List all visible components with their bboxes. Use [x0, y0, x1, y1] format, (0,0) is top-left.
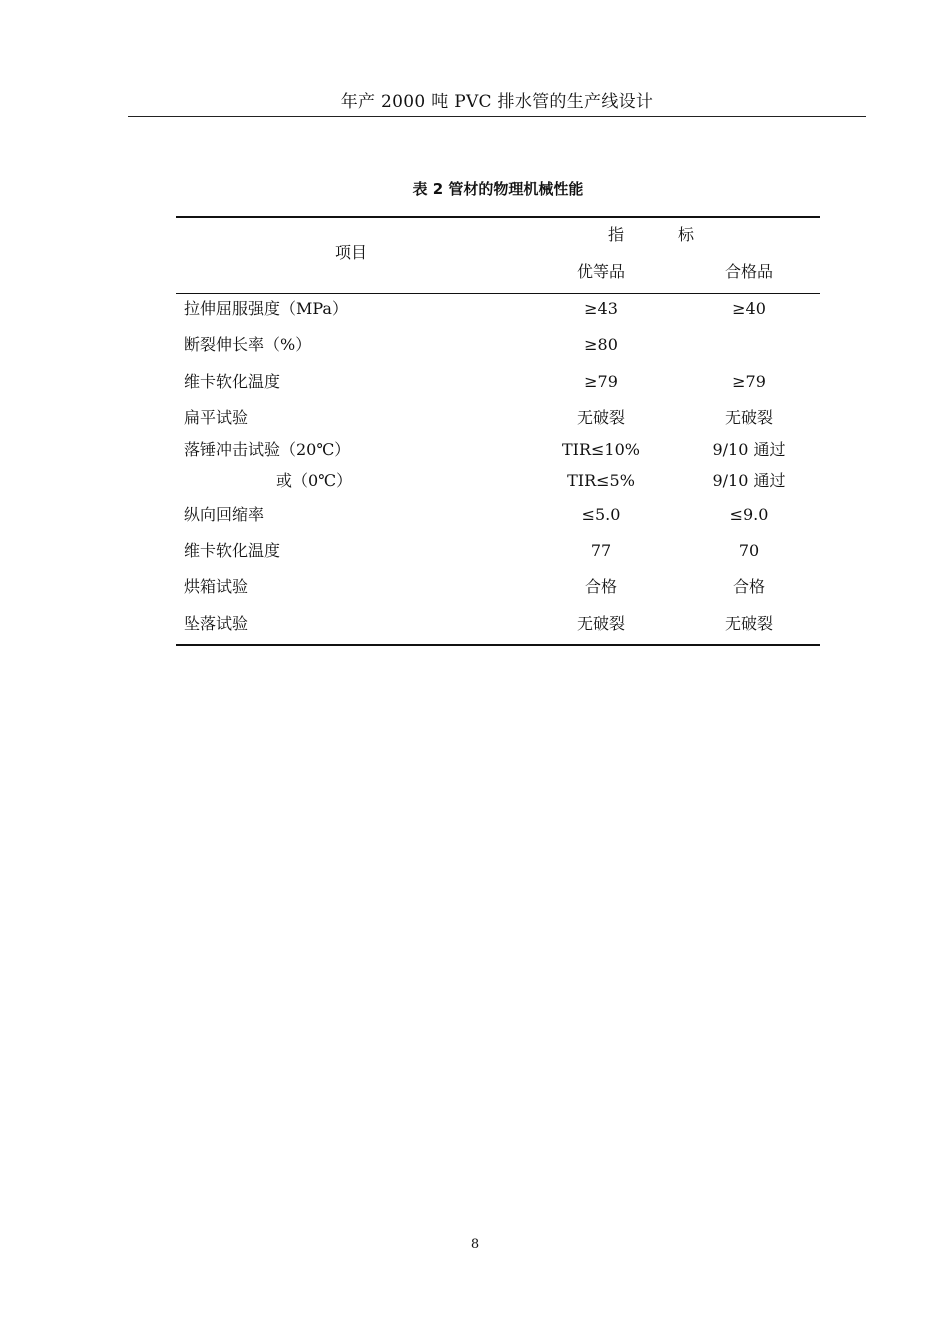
table-row [176, 439, 820, 461]
row-qualified: ≤9.0 [729, 505, 769, 524]
row-item: 断裂伸长率（%） [184, 335, 312, 354]
table-row [176, 470, 820, 492]
table-row [176, 298, 820, 320]
row-item: 坠落试验 [184, 614, 249, 633]
row-item: 或（0℃） [276, 471, 353, 490]
row-qualified: ≥40 [732, 299, 766, 318]
row-premium: TIR≤10% [561, 440, 640, 459]
row-qualified: 9/10 通过 [712, 440, 786, 459]
row-premium: 77 [590, 541, 612, 560]
table-row [176, 504, 820, 526]
row-qualified: 合格 [732, 577, 765, 596]
page-header [128, 90, 866, 117]
table-header [176, 218, 820, 294]
table-row [176, 407, 820, 429]
row-item: 烘箱试验 [184, 577, 249, 596]
header-grade-premium: 优等品 [576, 262, 625, 281]
row-premium: 无破裂 [576, 408, 625, 427]
row-premium: TIR≤5% [567, 471, 635, 490]
row-premium: ≥43 [584, 299, 618, 318]
table-body [176, 294, 820, 648]
row-item: 扁平试验 [184, 408, 249, 427]
row-item: 维卡软化温度 [184, 541, 281, 560]
row-premium: ≥80 [584, 335, 618, 354]
header-indicator-left: 指 [607, 225, 624, 244]
row-qualified: ≥79 [732, 372, 766, 391]
table-caption: 表 2 管材的物理机械性能 [412, 180, 584, 198]
row-premium: 合格 [584, 577, 617, 596]
row-item: 拉伸屈服强度（MPa） [184, 299, 348, 318]
table-row [176, 334, 820, 356]
document-title: 年产 2000 吨 PVC 排水管的生产线设计 [340, 92, 654, 112]
header-grade-qualified: 合格品 [724, 262, 773, 281]
row-premium: ≤5.0 [581, 505, 621, 524]
table-row [176, 540, 820, 562]
row-premium: ≥79 [584, 372, 618, 391]
header-indicator-group [536, 224, 766, 246]
header-indicator-right: 标 [678, 225, 695, 244]
row-qualified: 70 [738, 541, 760, 560]
table-row [176, 371, 820, 393]
properties-table [176, 216, 820, 646]
row-item: 落锤冲击试验（20℃） [184, 440, 351, 459]
row-item: 维卡软化温度 [184, 372, 281, 391]
row-premium: 无破裂 [576, 614, 625, 633]
header-item: 项目 [334, 243, 367, 262]
row-qualified: 9/10 通过 [712, 471, 786, 490]
table-row [176, 576, 820, 598]
row-qualified: 无破裂 [724, 408, 773, 427]
row-qualified: 无破裂 [724, 614, 773, 633]
table-row [176, 613, 820, 635]
page-number: 8 [470, 1237, 480, 1252]
row-item: 纵向回缩率 [184, 505, 265, 524]
